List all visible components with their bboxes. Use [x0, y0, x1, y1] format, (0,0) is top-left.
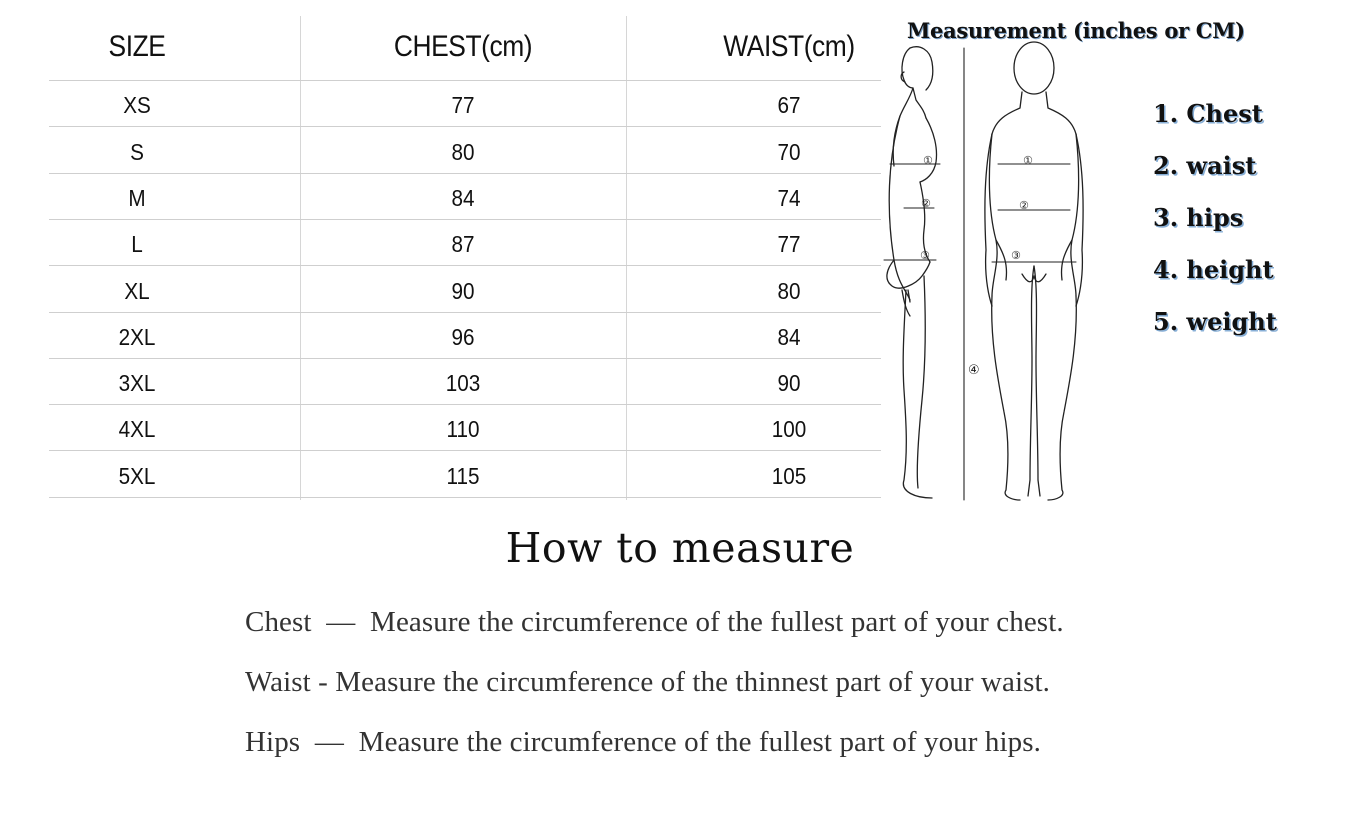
chest-cell: 87: [451, 231, 475, 257]
waist-cell: 90: [777, 370, 801, 396]
row-divider: [49, 450, 881, 451]
step-chest: 1. Chest: [1153, 99, 1263, 128]
row-divider: [49, 312, 881, 313]
waist-cell: 77: [777, 231, 801, 257]
step-waist: 2. waist: [1153, 151, 1257, 180]
chest-cell: 90: [451, 278, 475, 304]
marker-2: ②: [1019, 199, 1029, 212]
column-divider: [626, 16, 627, 500]
body-measurement-illustration: [880, 40, 1150, 502]
measurement-title: Measurement (inches or CM): [907, 18, 1245, 43]
marker-4: ④: [968, 363, 980, 378]
step-weight: 5. weight: [1153, 307, 1277, 336]
hips-instruction: Hips — Measure the circumference of the fullest part of your hips.: [245, 726, 1041, 758]
chest-cell: 96: [451, 324, 475, 350]
row-divider: [49, 219, 881, 220]
marker-3: ③: [920, 249, 930, 262]
size-cell: XS: [123, 92, 151, 118]
marker-2: ②: [921, 197, 931, 210]
waist-cell: 105: [771, 463, 807, 489]
size-table: [49, 16, 881, 500]
row-divider: [49, 80, 881, 81]
size-cell: 4XL: [118, 416, 156, 442]
row-divider: [49, 404, 881, 405]
chest-cell: 80: [451, 139, 475, 165]
waist-cell: 67: [777, 92, 801, 118]
waist-cell: 100: [771, 416, 807, 442]
waist-header: WAIST(cm): [723, 30, 855, 63]
marker-1: ①: [1023, 154, 1033, 167]
size-cell: 5XL: [118, 463, 156, 489]
chest-cell: 103: [445, 370, 481, 396]
waist-cell: 70: [777, 139, 801, 165]
size-cell: 2XL: [118, 324, 156, 350]
step-height: 4. height: [1153, 255, 1274, 284]
side-view-figure-icon: [887, 47, 937, 498]
chest-cell: 77: [451, 92, 475, 118]
row-divider: [49, 126, 881, 127]
waist-cell: 74: [777, 185, 801, 211]
chest-cell: 115: [446, 463, 480, 489]
chest-instruction: Chest — Measure the circumference of the fullest part of your chest.: [245, 606, 1064, 638]
size-cell: M: [128, 185, 146, 211]
row-divider: [49, 358, 881, 359]
measurement-guide-lines: [884, 48, 1076, 500]
waist-instruction: Waist - Measure the circumference of the thinnest part of your waist.: [245, 666, 1050, 698]
marker-3: ③: [1011, 249, 1021, 262]
how-to-measure-title: How to measure: [505, 524, 855, 572]
size-cell: 3XL: [118, 370, 156, 396]
measurement-steps-list: [1153, 97, 1277, 357]
chest-header: CHEST(cm): [393, 30, 533, 63]
waist-cell: 80: [777, 278, 801, 304]
size-cell: S: [130, 139, 144, 165]
row-divider: [49, 497, 881, 498]
marker-1: ①: [923, 154, 933, 167]
back-view-figure-icon: [985, 42, 1083, 500]
size-cell: L: [131, 231, 143, 257]
waist-cell: 84: [777, 324, 801, 350]
column-divider: [300, 16, 301, 500]
size-cell: XL: [124, 278, 150, 304]
chest-cell: 110: [446, 416, 480, 442]
chest-cell: 84: [451, 185, 475, 211]
size-header: SIZE: [108, 30, 166, 63]
row-divider: [49, 265, 881, 266]
step-hips: 3. hips: [1153, 203, 1244, 232]
row-divider: [49, 173, 881, 174]
